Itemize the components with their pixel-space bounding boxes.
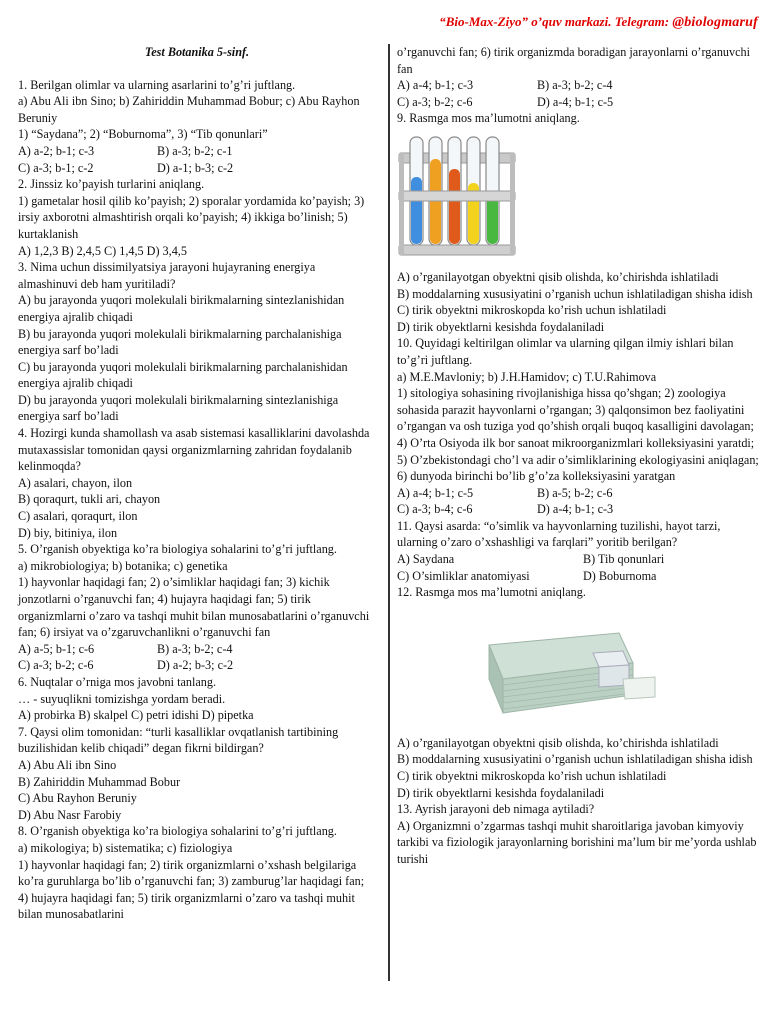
question-text: 5. O’rganish obyektiga ko’ra biologiya sohalarini to’g’ri juftlang. <box>18 542 337 557</box>
question-text: 1. Berilgan olimlar va ularning asarlarini to’g’ri juftlang. <box>18 77 296 92</box>
answer-option: C) tirik obyektni mikroskopda ko’rish uchun ishlatiladi <box>397 769 667 784</box>
answer-option: B) qoraqurt, tukli ari, chayon <box>18 492 161 507</box>
question-text: 9. Rasmga mos ma’lumotni aniqlang. <box>397 111 580 126</box>
answer-option: B) bu jarayonda yuqori molekulali birikmalarning parchalanishiga energiya sarf bo’ladi <box>18 326 342 358</box>
left-column <box>18 44 376 923</box>
test-title: Test Botanika 5-sinf. <box>144 45 250 59</box>
answer-option: B) a-3; b-2; c-1 <box>157 143 233 158</box>
answer-option: A) asalari, chayon, ilon <box>18 475 133 490</box>
answer-option: D) a-4; b-1; c-5 <box>537 94 614 109</box>
question-4 <box>18 425 376 541</box>
answer-row <box>18 143 376 160</box>
answer-option: C) asalari, qoraqurt, ilon <box>18 509 138 524</box>
answer-row <box>397 94 759 111</box>
question-text: 3. Nima uchun dissimilyatsiya jarayoni hujayraning energiya almashinuvi deb ham yuritiladi? <box>18 260 316 291</box>
glass-slides-illustration <box>397 601 657 735</box>
answer-option: D) bu jarayonda yuqori molekulali birikmalarning sintezlanishiga energiya sarf bo’ladi <box>18 392 339 424</box>
answer-option: C) a-3; b-4; c-6 <box>397 502 473 517</box>
answer-row <box>397 501 759 518</box>
answer-option: D) Abu Nasr Farobiy <box>18 807 122 822</box>
answer-row <box>18 641 376 658</box>
answer-option: C) tirik obyektni mikroskopda ko’rish uchun ishlatiladi <box>397 303 667 318</box>
answer-option: A) o’rganilayotgan obyektni qisib olishda, ko’chirishda ishlatiladi <box>397 269 719 284</box>
question-1 <box>18 77 376 177</box>
answer-option: A) a-5; b-1; c-6 <box>18 641 95 656</box>
test-tubes-illustration <box>397 133 517 269</box>
answer-option: D) tirik obyektlarni kesishda foydalaniladi <box>397 785 605 800</box>
microscope-slides-image <box>397 601 759 735</box>
answer-option: C) a-3; b-2; c-6 <box>18 658 94 673</box>
question-text: a) Abu Ali ibn Sino; b) Zahiriddin Muhammad Bobur; c) Abu Rayhon Beruniy <box>18 94 360 125</box>
header-banner <box>338 14 758 31</box>
answer-option: B) moddalarning xususiyatini o’rganish uchun ishlatiladigan shisha idish <box>397 752 753 767</box>
question-text: … - suyuqlikni tomizishga yordam beradi. <box>18 691 226 706</box>
question-12 <box>397 584 759 801</box>
question-text: 1) hayvonlar haqidagi fan; 2) o’simliklar haqidagi fan; 3) kichik jonzotlarni o’rganuvchi fan; 4) hujayra haqidagi fan; 5) tirik organizmlarni o’zaro va tashqi muhit bilan munosabatlarini o’rganuvchi fan; 6) irsiyat va o’zgaruvchanlikni o’rganuvchi fan <box>18 575 370 640</box>
answer-option: A) 1,2,3 B) 2,4,5 C) 1,4,5 D) 3,4,5 <box>18 243 187 258</box>
question-11 <box>397 518 759 584</box>
answer-option: D) a-1; b-3; c-2 <box>157 160 234 175</box>
right-column <box>397 44 759 868</box>
answer-option: D) Boburnoma <box>583 568 657 583</box>
question-text: 1) “Saydana”; 2) “Boburnoma”, 3) “Tib qonunlari” <box>18 127 268 142</box>
question-2 <box>18 176 376 259</box>
question-8-continued <box>397 44 759 110</box>
answer-option: D) tirik obyektlarni kesishda foydalaniladi <box>397 319 605 334</box>
question-text: 6. Nuqtalar o’rniga mos javobni tanlang. <box>18 674 216 689</box>
question-text: 2. Jinssiz ko’payish turlarini aniqlang. <box>18 177 205 192</box>
answer-option: A) a-2; b-1; c-3 <box>18 143 95 158</box>
answer-option: C) Abu Rayhon Beruniy <box>18 791 137 806</box>
answer-option: A) Saydana <box>397 552 455 567</box>
question-5 <box>18 541 376 674</box>
answer-option: A) probirka B) skalpel C) petri idishi D) pipetka <box>18 708 254 723</box>
question-8 <box>18 823 376 923</box>
question-text: 12. Rasmga mos ma’lumotni aniqlang. <box>397 585 586 600</box>
answer-option: D) a-4; b-1; c-3 <box>537 502 614 517</box>
answer-row <box>18 657 376 674</box>
question-text: 13. Ayrish jarayoni deb nimaga aytiladi? <box>397 802 595 817</box>
answer-option: A) a-4; b-1; c-3 <box>397 78 474 93</box>
answer-option: C) O’simliklar anatomiyasi <box>397 568 530 583</box>
answer-option: C) a-3; b-2; c-6 <box>397 94 473 109</box>
question-6 <box>18 674 376 724</box>
answer-option: B) moddalarning xususiyatini o’rganish uchun ishlatiladigan shisha idish <box>397 286 753 301</box>
answer-option: B) a-3; b-2; c-4 <box>157 641 233 656</box>
answer-option: A) o’rganilayotgan obyektni qisib olishda, ko’chirishda ishlatiladi <box>397 735 719 750</box>
question-text: 11. Qaysi asarda: “o’simlik va hayvonlarning tuzilishi, hayot tarzi, ularning o’zaro o’xshashligi va farqlari” yoritib berilgan? <box>397 518 721 550</box>
answer-option: D) a-2; b-3; c-2 <box>157 658 234 673</box>
question-text: o’rganuvchi fan; 6) tirik organizmda boradigan jarayonlarni o’rganuvchi fan <box>397 45 750 76</box>
header-prefix: “Bio-Max-Ziyo” o’quv markazi. Telegram: <box>439 14 673 29</box>
answer-option: A) Abu Ali ibn Sino <box>18 757 117 772</box>
answer-option: A) bu jarayonda yuqori molekulali birikmalarning sintezlanishidan energiya ajralib chiqadi <box>18 293 345 324</box>
answer-option: C) bu jarayonda yuqori molekulali birikmalarning parchalanishidan energiya ajralib chiqadi <box>18 359 348 391</box>
column-divider <box>388 44 390 981</box>
question-text: a) mikrobiologiya; b) botanika; c) genetika <box>18 558 228 573</box>
question-text: 1) sitologiya sohasining rivojlanishiga hissa qo’shgan; 2) zoologiya sohasida parazit hayvonlarni o’rgangan; 3) qalqonsimon bez faoliyatini o’rgangan va osh tuziga yod qo’shish orqali buqoq kasalligini davolagan; 4) O’rta Osiyoda ilk bor sanoat mikroorganizmlari kolleksiyasini yaratdi; 5) O’zbekistondagi cho’l va adir o’simliklarining ekologiyasini aniqlagan; 6) dunyoda birinchi bo’lib g’o’za kolleksiyasini yaratgan <box>397 386 759 484</box>
answer-row <box>18 160 376 177</box>
answer-option: A) Organizmni o’zgarmas tashqi muhit sharoitlariga javoban kimyoviy tarkibi va fiziologik jarayonlarning borishini ma’lum bir me’yorda ushlab turishi <box>397 818 757 866</box>
answer-option: A) a-4; b-1; c-5 <box>397 485 474 500</box>
answer-option: B) a-3; b-2; c-4 <box>537 78 613 93</box>
question-13 <box>397 801 759 867</box>
answer-row <box>397 551 759 568</box>
answer-option: D) biy, bitiniya, ilon <box>18 525 118 540</box>
question-text: 1) gametalar hosil qilib ko’payish; 2) sporalar yordamida ko’payish; 3) irsiy axborotni almashtirish orqali ko’payish; 4) ikkiga bo’linish; 5) kurtaklanish <box>18 193 365 241</box>
telegram-handle: @biologmaruf <box>672 15 758 30</box>
question-text: a) mikologiya; b) sistematika; c) fiziologiya <box>18 840 233 855</box>
question-9 <box>397 110 759 335</box>
answer-option: B) a-5; b-2; c-6 <box>537 485 613 500</box>
answer-option: B) Zahiriddin Muhammad Bobur <box>18 774 181 789</box>
question-7 <box>18 724 376 824</box>
answer-option: B) Tib qonunlari <box>583 552 665 567</box>
question-text: 7. Qaysi olim tomonidan: “turli kasalliklar ovqatlanish tartibining buzilishidan kelib chiqadi” degan fikrni bildirgan? <box>18 724 339 756</box>
answer-row <box>397 568 759 585</box>
question-text: 1) hayvonlar haqidagi fan; 2) tirik organizmlarni o’xshash belgilariga ko’ra guruhlarga bo’lib o’rganuvchi fan; 3) zamburug’lar haqidagi fan; 4) hujayra haqidagi fan; 5) tirik organizmlarni o’zaro va tashqi muhit bilan munosabatlarini <box>18 857 365 922</box>
answer-row <box>397 485 759 502</box>
question-3 <box>18 259 376 425</box>
question-text: 10. Quyidagi keltirilgan olimlar va ularning qilgan ilmiy ishlari bilan to’g’ri juftlang. <box>397 336 734 367</box>
question-text: a) M.E.Mavloniy; b) J.H.Hamidov; c) T.U.Rahimova <box>397 369 657 384</box>
question-text: 8. O’rganish obyektiga ko’ra biologiya sohalarini to’g’ri juftlang. <box>18 824 337 839</box>
answer-option: C) a-3; b-1; c-2 <box>18 160 94 175</box>
question-10 <box>397 335 759 518</box>
question-text: 4. Hozirgi kunda shamollash va asab sistemasi kasalliklarini davolashda mutaxassislar tomonidan qaysi organizmlarning zahridan foydalanib kelinmoqda? <box>18 426 370 474</box>
answer-row <box>397 77 759 94</box>
test-tube-rack-image <box>397 133 759 269</box>
